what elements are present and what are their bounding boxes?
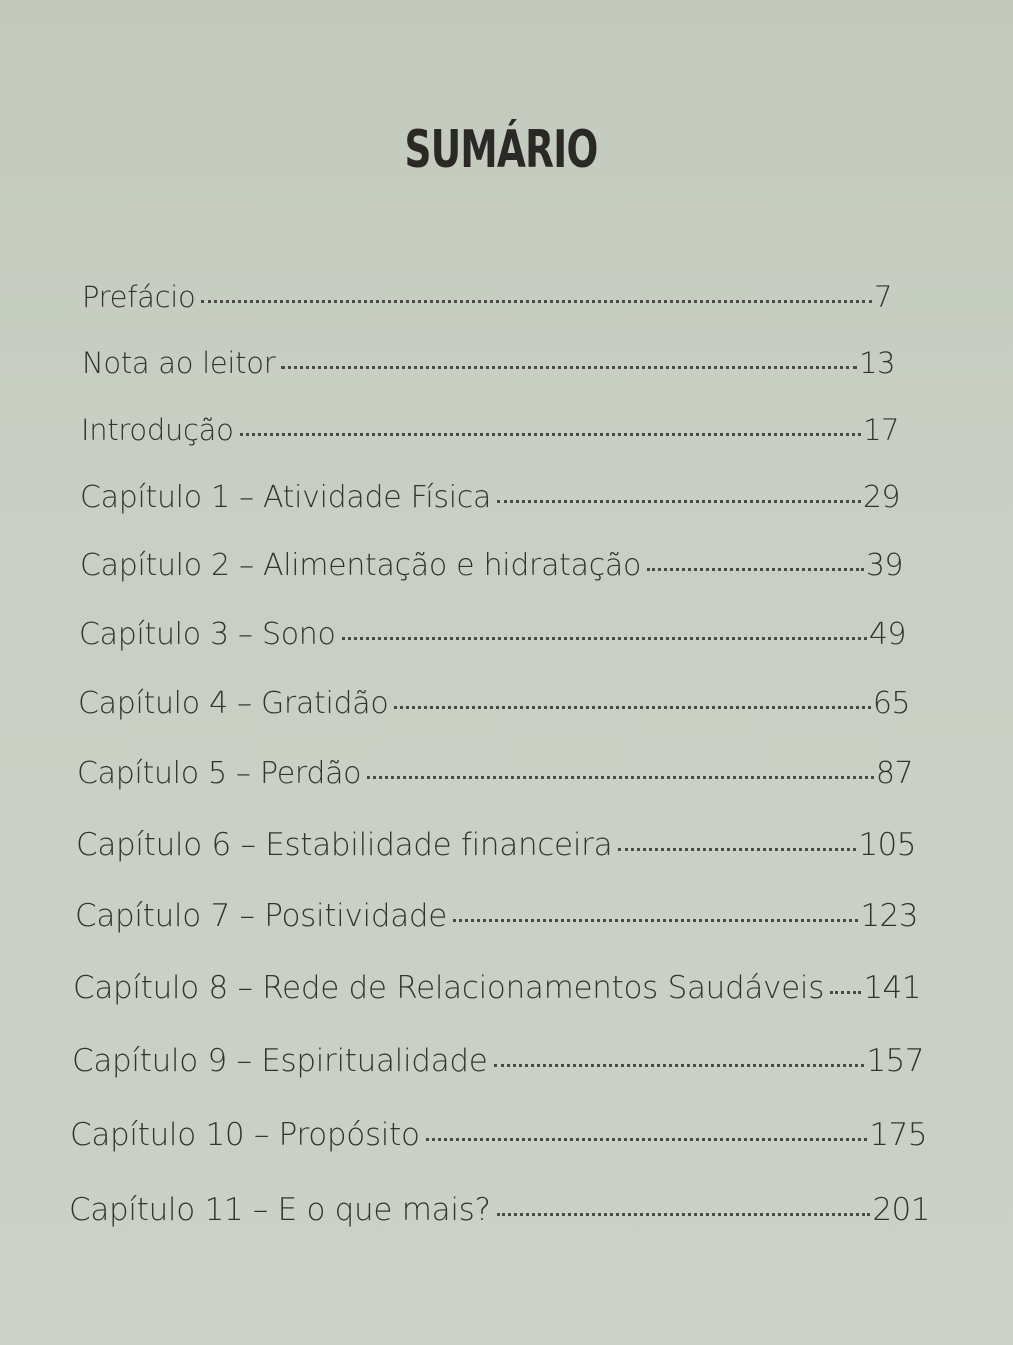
toc-entry-page: 141 [863,970,921,1006]
toc-entry-page: 17 [863,413,899,447]
leader-dots [497,500,861,503]
toc-entry-label: Capítulo 3 – Sono [79,617,336,652]
toc-entry [76,827,916,863]
toc-entry-page: 29 [862,480,900,515]
toc-entry-label: Capítulo 7 – Positividade [75,898,448,934]
toc-entry [70,1117,927,1153]
toc-entry-label: Capítulo 5 – Perdão [77,756,362,791]
toc-entry-label: Capítulo 1 – Atividade Física [80,480,492,515]
toc-entry [73,970,921,1006]
leader-dots [240,433,862,436]
leader-dots [497,1213,871,1216]
leader-dots [342,637,867,640]
toc-entry [80,548,903,583]
toc-entry [78,686,910,721]
toc-entry-label: Capítulo 9 – Espiritualidade [72,1043,488,1079]
toc-entry-page: 157 [866,1043,924,1079]
toc-entry [82,346,895,380]
leader-dots [453,919,858,922]
toc-entry-label: Capítulo 4 – Gratidão [78,686,389,721]
toc-entry-page: 175 [869,1117,927,1153]
leader-dots [647,568,864,571]
toc-entry-label: Capítulo 11 – E o que mais? [69,1192,491,1228]
toc-entry-page: 201 [872,1192,930,1228]
toc-entry-page: 39 [865,548,903,583]
leader-dots [367,776,874,779]
toc-entry-page: 49 [868,617,906,652]
leader-dots [830,991,861,994]
leader-dots [201,300,872,303]
toc-entry [80,480,900,515]
leader-dots [618,848,856,851]
toc-entry-label: Prefácio [82,280,196,314]
toc-entry-page: 87 [875,756,913,791]
toc-entry-page: 105 [858,827,916,863]
toc-entry-label: Capítulo 6 – Estabilidade financeira [76,827,613,863]
toc-entry-label: Capítulo 10 – Propósito [70,1117,420,1153]
leader-dots [394,706,870,709]
toc-entry [69,1192,930,1228]
toc-entry-label: Introdução [81,413,234,447]
page-title: SUMÁRIO [404,120,598,180]
toc-entry-page: 65 [872,686,910,721]
toc-entry [72,1043,924,1079]
leader-dots [281,366,857,369]
toc-entry [82,280,892,314]
leader-dots [494,1064,865,1067]
toc-entry-label: Capítulo 8 – Rede de Relacionamentos Saudáveis [73,970,825,1006]
toc-entry-page: 7 [874,280,892,314]
toc-entry [77,756,913,791]
toc-entry [79,617,906,652]
toc-entry [75,898,918,934]
toc-entry-label: Nota ao leitor [82,346,276,380]
toc-entry-label: Capítulo 2 – Alimentação e hidratação [80,548,642,583]
toc-entry-page: 123 [860,898,918,934]
toc-entry-page: 13 [859,346,895,380]
leader-dots [426,1138,868,1141]
toc-entry [81,413,899,447]
